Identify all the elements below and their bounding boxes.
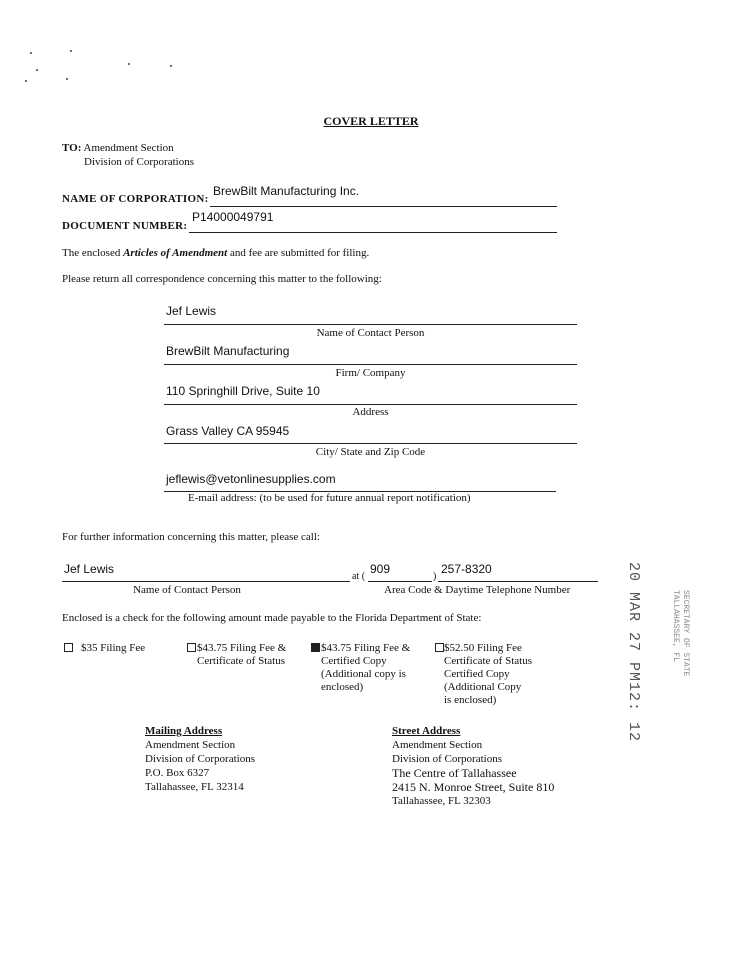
further-info-sentence: For further information concerning this matter, please call: [62, 531, 320, 543]
mailing-address-line: P.O. Box 6327 [145, 767, 210, 779]
phone-close-paren: ) [433, 571, 437, 582]
street-address-block [392, 724, 554, 808]
city-caption: City/ State and Zip Code [315, 446, 426, 458]
fee-option-35-label: $35 Filing Fee [81, 642, 146, 654]
street-address-line: The Centre of Tallahassee [392, 766, 517, 780]
corporation-label: NAME OF CORPORATION: [62, 193, 209, 205]
mailing-address-heading: Mailing Address [145, 725, 223, 737]
mailing-address-line: Tallahassee, FL 32314 [145, 781, 244, 793]
scan-speck [66, 78, 68, 80]
street-address-line: Tallahassee, FL 32303 [392, 795, 491, 807]
fee-option-4375-status-checkbox[interactable] [187, 643, 196, 652]
contact-name-line [164, 324, 577, 325]
document-value: P14000049791 [192, 210, 274, 224]
to-label: TO: [62, 142, 82, 154]
contact-name-caption: Name of Contact Person [316, 327, 425, 339]
phone-name-caption: Name of Contact Person [133, 584, 241, 596]
document-label: DOCUMENT NUMBER: [62, 220, 188, 232]
firm-line [164, 364, 577, 365]
phone-area-line [368, 581, 432, 582]
fee-option-5250-checkbox[interactable] [435, 643, 444, 652]
to-block [62, 141, 194, 169]
corporation-line [210, 206, 557, 207]
phone-area-code: 909 [370, 562, 391, 576]
firm-caption: Firm/ Company [335, 367, 406, 379]
street-address-line: Division of Corporations [392, 753, 502, 765]
street-address-line: 2415 N. Monroe Street, Suite 810 [392, 780, 555, 794]
city-line [164, 443, 577, 444]
email-value: jeflewis@vetonlinesupplies.com [166, 472, 336, 486]
filing-office-stamp: SECRETARY OF STATE TALLAHASSEE, FL [671, 590, 690, 677]
fee-option-4375-copy-label: $43.75 Filing Fee & Certified Copy (Additional copy is enclosed) [321, 642, 411, 693]
address-caption: Address [352, 406, 389, 418]
return-sentence: Please return all correspondence concerning this matter to the following: [62, 273, 382, 285]
fee-option-35-checkbox[interactable] [64, 643, 73, 652]
contact-name-value: Jef Lewis [166, 304, 217, 318]
address-value: 110 Springhill Drive, Suite 10 [166, 384, 320, 398]
enclosed-sentence: The enclosed Articles of Amendment and fee are submitted for filing. [62, 247, 370, 259]
check-sentence: Enclosed is a check for the following amount made payable to the Florida Department of State: [62, 612, 482, 624]
page-title: COVER LETTER [323, 114, 419, 128]
mailing-address-block [145, 724, 255, 794]
mailing-address-line: Division of Corporations [145, 753, 255, 765]
scan-speck [25, 80, 27, 82]
fee-option-4375-copy-checkbox[interactable] [311, 643, 320, 652]
phone-at: at ( [352, 571, 366, 582]
document-line [189, 232, 557, 233]
street-address-heading: Street Address [392, 725, 461, 737]
street-address-line: Amendment Section [392, 739, 483, 751]
address-line [164, 404, 577, 405]
phone-number-line [438, 581, 598, 582]
email-caption: E-mail address: (to be used for future annual report notification) [188, 492, 471, 504]
scan-speck [170, 65, 172, 67]
phone-number-caption: Area Code & Daytime Telephone Number [384, 584, 571, 596]
scan-speck [36, 69, 38, 71]
firm-value: BrewBilt Manufacturing [166, 344, 290, 358]
to-line-2: Division of Corporations [84, 156, 194, 168]
scan-speck [128, 63, 130, 65]
scan-speck [30, 52, 32, 54]
filing-date-stamp: 20 MAR 27 PM12: 12 [625, 562, 642, 743]
city-value: Grass Valley CA 95945 [166, 424, 290, 438]
phone-name-line [62, 581, 350, 582]
mailing-address-line: Amendment Section [145, 739, 236, 751]
scan-speck [70, 50, 72, 52]
fee-option-4375-status-label: $43.75 Filing Fee & Certificate of Status [197, 642, 287, 667]
fee-option-5250-label: $52.50 Filing Fee Certificate of Status Certified Copy (Additional Copy is enclosed) [444, 642, 532, 706]
phone-number: 257-8320 [441, 562, 492, 576]
phone-contact-name: Jef Lewis [64, 562, 115, 576]
to-line-1: Amendment Section [83, 142, 174, 154]
corporation-value: BrewBilt Manufacturing Inc. [213, 184, 360, 198]
